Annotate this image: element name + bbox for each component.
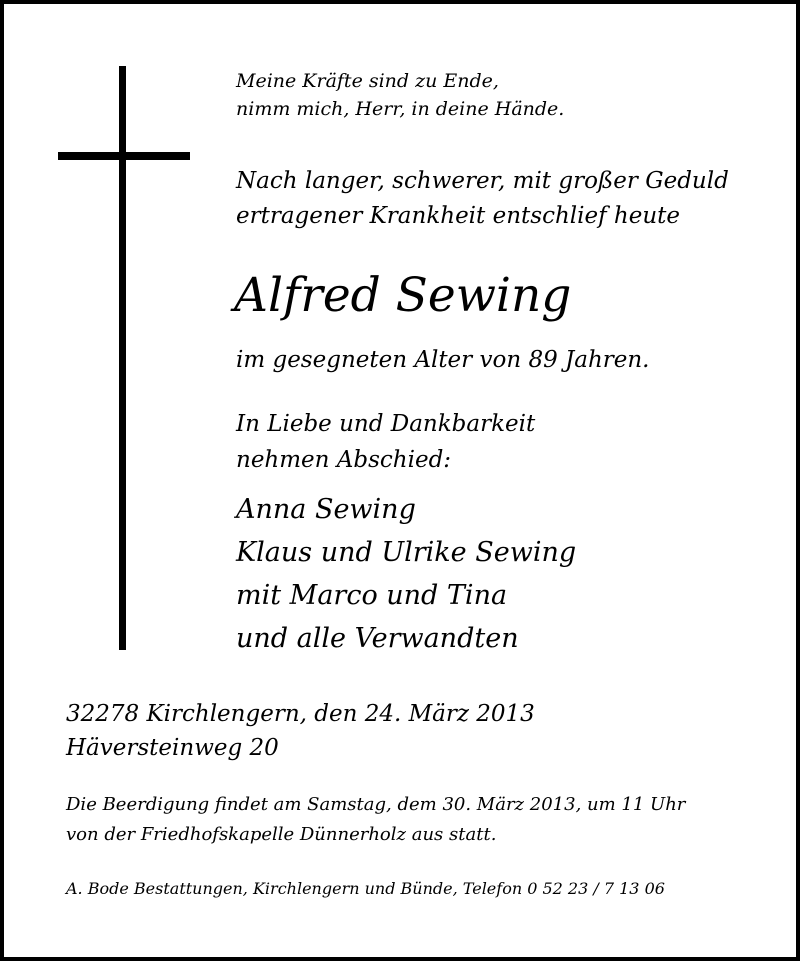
cross-horizontal-bar xyxy=(58,152,190,160)
undertaker-credit: A. Bode Bestattungen, Kirchlengern und Bünde, Telefon 0 52 23 / 7 13 06 xyxy=(66,879,665,898)
announcement-line: Nach langer, schwerer, mit großer Geduld xyxy=(236,168,729,194)
farewell-intro xyxy=(236,406,535,478)
age-line: im gesegneten Alter von 89 Jahren. xyxy=(236,347,650,373)
death-announcement xyxy=(236,164,729,234)
mourner-entry: Anna Sewing xyxy=(236,494,416,525)
place-date-line: 32278 Kirchlengern, den 24. März 2013 xyxy=(66,701,535,727)
funeral-info-line: Die Beerdigung findet am Samstag, dem 30. März 2013, um 11 Uhr xyxy=(66,794,686,815)
farewell-line: nehmen Abschied: xyxy=(236,447,452,473)
motto-line: nimm mich, Herr, in deine Hände. xyxy=(236,98,565,120)
mourner-entry: Klaus und Ulrike Sewing xyxy=(236,537,577,568)
place-and-date xyxy=(66,697,535,765)
address-line: Häversteinweg 20 xyxy=(66,735,279,761)
motto-verse xyxy=(236,67,564,123)
mourners-list xyxy=(236,488,576,660)
mourner-entry: und alle Verwandten xyxy=(236,623,519,654)
deceased-name: Alfred Sewing xyxy=(234,268,572,323)
funeral-info xyxy=(66,790,685,850)
farewell-line: In Liebe und Dankbarkeit xyxy=(236,411,536,437)
funeral-info-line: von der Friedhofskapelle Dünnerholz aus statt. xyxy=(66,824,497,845)
announcement-line: ertragener Krankheit entschlief heute xyxy=(236,203,680,229)
mourner-entry: mit Marco und Tina xyxy=(236,580,508,611)
motto-line: Meine Kräfte sind zu Ende, xyxy=(236,70,499,92)
